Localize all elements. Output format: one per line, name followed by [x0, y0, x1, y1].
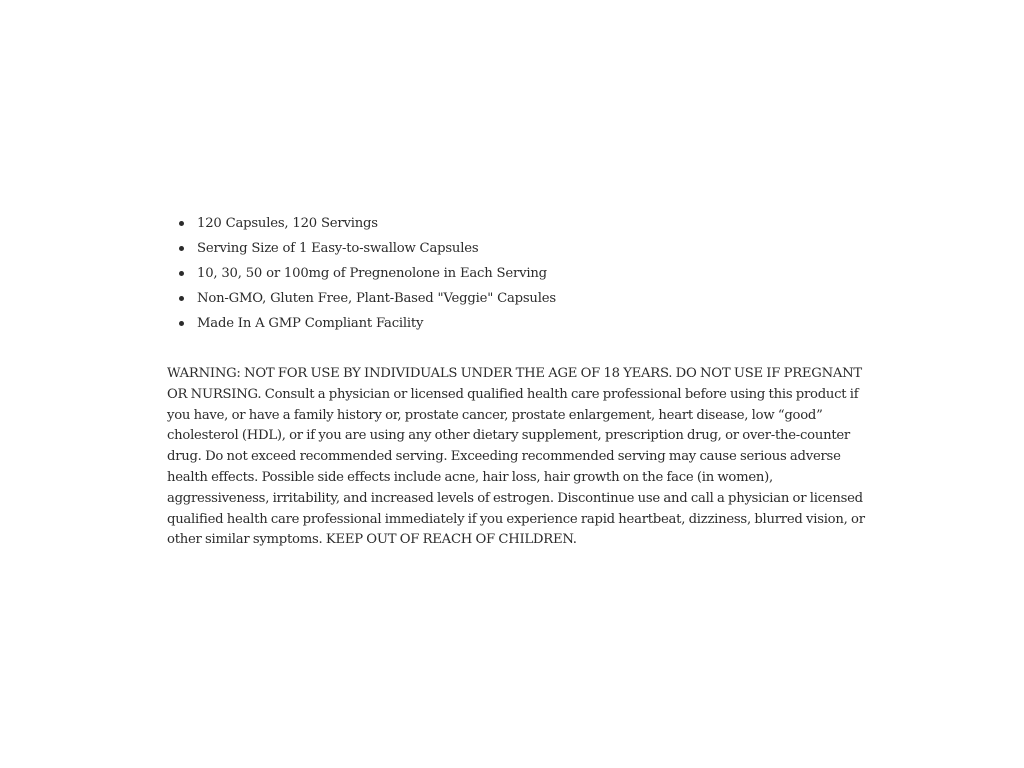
feature-list-item: Made In A GMP Compliant Facility	[197, 311, 867, 336]
feature-list-item: Non-GMO, Gluten Free, Plant-Based "Veggie" Capsules	[197, 286, 867, 311]
feature-list-item: 10, 30, 50 or 100mg of Pregnenolone in Each Serving	[197, 261, 867, 286]
feature-list-item: Serving Size of 1 Easy-to-swallow Capsules	[197, 236, 867, 261]
warning-text: WARNING: NOT FOR USE BY INDIVIDUALS UNDER THE AGE OF 18 YEARS. DO NOT USE IF PREGNANT OR NURSING. Consult a physician or licensed qualified health care professional before using this product if you have, or have a family history or, prostate cancer, prostate enlargement, heart disease, low “good” cholesterol (HDL), or if you are using any other dietary supplement, prescription drug, or over-the-counter drug. Do not exceed recommended serving. Exceeding recommended serving may cause serious adverse health effects. Possible side effects include acne, hair loss, hair growth on the face (in women), aggressiveness, irritability, and increased levels of estrogen. Discontinue use and call a physician or licensed qualified health care professional immediately if you experience rapid heartbeat, dizziness, blurred vision, or other similar symptoms. KEEP OUT OF REACH OF CHILDREN.	[167, 366, 865, 548]
feature-list-item: 120 Capsules, 120 Servings	[197, 211, 867, 236]
product-details	[167, 211, 867, 551]
feature-list	[167, 211, 867, 336]
